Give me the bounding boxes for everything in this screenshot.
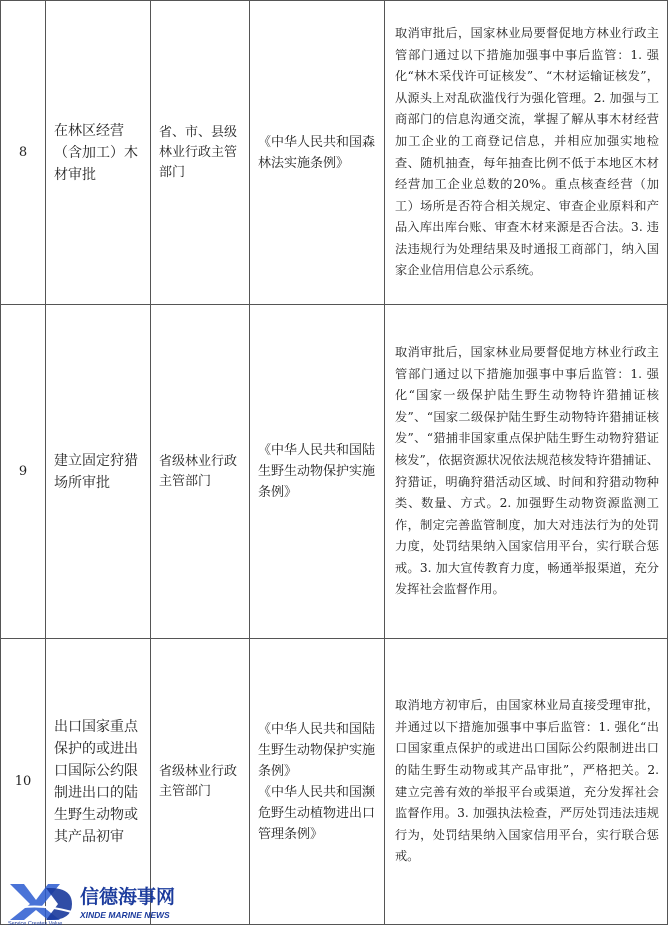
legal-basis xyxy=(250,1,385,305)
supervision-measures: 取消审批后，国家林业局要督促地方林业行政主管部门通过以下措施加强事中事后监管：1. 强化“林木采伐许可证核发”、“木材运输证核发”，从源头上对乱砍滥伐行为强化管理。2. 加强与工商部门的信息沟通交流，掌握了解从事木材经营加工企业的工商登记信息，并相应加强实地检查、随机抽查，每年抽查比例不低于本地区木材经营加工企业总数的20%。重点核查经营（加工）场所是否符合相关规定、审查企业原料和产品入库出库台账、审查木材来源是否合法。3. 违法违规行为处理结果及时通报工商部门，纳入国家企业信用信息公示系统。 xyxy=(385,1,668,305)
law-citation: 《中华人民共和国陆生野生动物保护实施条例》 xyxy=(258,721,376,779)
table-row xyxy=(1,305,668,639)
item-name: 在林区经营（含加工）木材审批 xyxy=(46,1,151,305)
item-name: 建立固定狩猎场所审批 xyxy=(46,305,151,639)
law-citation: 《中华人民共和国森林法实施条例》 xyxy=(258,134,376,171)
department: 省、市、县级林业行政主管部门 xyxy=(151,1,250,305)
row-number: 9 xyxy=(1,305,46,639)
supervision-measures: 取消审批后，国家林业局要督促地方林业行政主管部门通过以下措施加强事中事后监管：1. 强化“国家一级保护陆生野生动物特许猎捕证核发”、“国家二级保护陆生野生动物特许猎捕证核发”、“猎捕非国家重点保护陆生野生动物狩猎证核发”，依据资源状况依法规范核发特许猎捕证、狩猎证，明确狩猎活动区域、时间和狩猎动物种类、数量、方式。2. 加强野生动物资源监测工作，制定完善监管制度，加大对违法行为的处罚力度，处罚结果纳入国家信用平台，实行联合惩戒。3. 加大宣传教育力度，畅通举报渠道，充分发挥社会监督作用。 xyxy=(385,305,668,639)
law-citation: 《中华人民共和国濒危野生动植物进出口管理条例》 xyxy=(258,784,376,842)
watermark-tagline: Service Creates Value xyxy=(8,921,63,926)
watermark-logo xyxy=(6,880,226,926)
legal-basis xyxy=(250,305,385,639)
watermark-cn: 信德海事网 xyxy=(80,886,176,908)
watermark-en: XINDE MARINE NEWS xyxy=(80,910,170,920)
row-number: 8 xyxy=(1,1,46,305)
xd-logo-icon xyxy=(8,884,72,920)
department: 省级林业行政主管部门 xyxy=(151,639,250,925)
table-row xyxy=(1,1,668,305)
department: 省级林业行政主管部门 xyxy=(151,305,250,639)
row-number: 10 xyxy=(1,639,46,925)
legal-basis xyxy=(250,639,385,925)
supervision-measures: 取消地方初审后，由国家林业局直接受理审批，并通过以下措施加强事中事后监管：1. 强化“出口国家重点保护的或进出口国际公约限制进出口的陆生野生动物或其产品审批”，严格把关。2. 建立完善有效的举报平台或渠道，充分发挥社会监督作用。3. 加强执法检查，严厉处罚违法违规行为，处罚结果纳入国家信用平台，实行联合惩戒。 xyxy=(385,639,668,925)
law-citation: 《中华人民共和国陆生野生动物保护实施条例》 xyxy=(258,443,376,500)
item-name: 出口国家重点保护的或进出口国际公约限制进出口的陆生野生动物或其产品初审 xyxy=(46,639,151,925)
